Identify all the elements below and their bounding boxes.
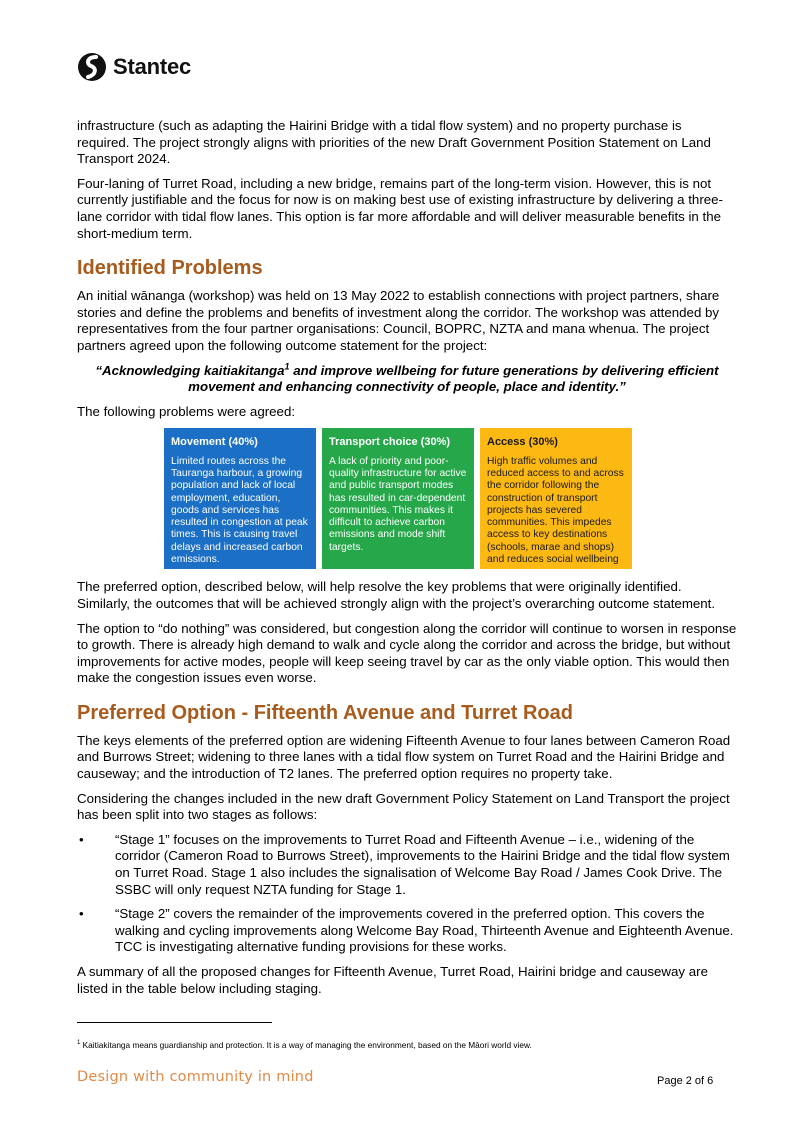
problem-box-text: A lack of priority and poor-quality infrastructure for active and public transport modes has resulted in car-dependent communities. This makes it difficult to achieve carbon emissions and mode shift targets.: [329, 455, 467, 553]
problems-paragraph-3: The preferred option, described below, will help resolve the key problems that were originally identified. Similarly, the outcomes that will be achieved strongly align with the project’s overarching outcome statement.: [77, 579, 716, 611]
preferred-paragraph-2: Considering the changes included in the new draft Government Policy Statement on Land Transport the project has been split into two stages as follows:: [77, 790, 730, 823]
problem-box-title: Transport choice (30%): [329, 436, 451, 449]
intro-paragraph-2: Four-laning of Turret Road, including a new bridge, remains part of the long-term vision. However, this is not currently justifiable and the focus for now is on making best use of existing infrastructure by delivering a three-lane corridor with tidal flow lanes. This option is far more affordable and will deliver measurable benefits in the short-medium term.: [77, 175, 723, 241]
list-item-text: “Stage 2” covers the remainder of the improvements covered in the preferred option. This covers the walking and cycling improvements along Welcome Bay Road, Thirteenth Avenue and Eighteenth Avenue. TCC is investigating alternative funding provisions for these works.: [115, 906, 734, 955]
problem-box-title: Movement (40%): [171, 436, 258, 449]
section-heading-preferred-option: Preferred Option - Fifteenth Avenue and Turret Road: [77, 701, 573, 724]
outcome-statement: [77, 363, 737, 396]
problems-paragraph-2: The following problems were agreed:: [77, 403, 296, 419]
problem-box-title: Access (30%): [487, 436, 558, 449]
problem-boxes: [164, 428, 737, 569]
footnote-ref: 1: [284, 361, 290, 372]
quote-part-2: and improve wellbeing for future generations by delivering efficient movement and enhancing connectivity of people, place and identity.”: [188, 362, 719, 395]
bullet-icon: •: [79, 906, 84, 922]
page-number: Page 2 of 6: [657, 1075, 714, 1087]
list-item: [77, 832, 737, 898]
problem-box-text: Limited routes across the Tauranga harbour, a growing population and lack of local employment, education, goods and services has resulted in congestion at peak times. This is causing travel delays and increased carbon emissions.: [171, 455, 308, 565]
problem-box-movement: [164, 428, 316, 569]
preferred-paragraph-3: A summary of all the proposed changes for Fifteenth Avenue, Turret Road, Hairini bridge and causeway are listed in the table below including staging.: [77, 964, 708, 996]
footnote-number: 1: [77, 1040, 81, 1046]
preferred-paragraph-1: The keys elements of the preferred option are widening Fifteenth Avenue to four lanes between Cameron Road and Burrows Street; widening to three lanes with a tidal flow system on Turret Road and the Hairini Bridge and causeway; and the introduction of T2 lanes. The preferred option requires no property take.: [77, 732, 731, 782]
footer-tagline: Design with community in mind: [77, 1069, 314, 1085]
intro-paragraph-1: infrastructure (such as adapting the Hairini Bridge with a tidal flow system) and no property purchase is required. The project strongly aligns with priorities of the new Draft Government Position Statement on Land Transport 2024.: [77, 118, 711, 167]
list-item-text: “Stage 1” focuses on the improvements to Turret Road and Fifteenth Avenue – i.e., widening of the corridor (Cameron Road to Burrows Street), improvements to the Hairini Bridge and the tidal flow system on Turret Road. Stage 1 also includes the signalisation of Welcome Bay Road / James Cook Drive. The SSBC will only request NZTA funding for Stage 1.: [115, 831, 730, 897]
page-body: [77, 118, 737, 1005]
footnote-text: Kaitiakitanga means guardianship and protection. It is a way of managing the environment, based on the Māori world view.: [80, 1039, 532, 1050]
quote-part-1: “Acknowledging kaitiakitanga: [95, 362, 285, 378]
stantec-logo: [77, 51, 191, 83]
logo-text: Stantec: [113, 54, 192, 79]
stage-list: [77, 832, 737, 956]
section-heading-problems: Identified Problems: [77, 257, 263, 280]
footnote: [77, 1038, 532, 1050]
problems-paragraph-4: The option to “do nothing” was considered, but congestion along the corridor will continue to worsen in response to growth. There is already high demand to walk and cycle along the corridor and across the bridge, but without improvements for active modes, people will keep seeing travel by car as the only viable option. This would then make the congestion issues even worse.: [77, 620, 737, 686]
problems-paragraph-1: An initial wānanga (workshop) was held on 13 May 2022 to establish connections with project partners, share stories and define the problems and benefits of investment along the corridor. The workshop was attended by representatives from the four partner organisations: Council, BOPRC, NZTA and mana whenua. The project partners agreed upon the following outcome statement for the project:: [77, 288, 720, 353]
bullet-icon: •: [79, 831, 84, 847]
list-item: [77, 906, 737, 956]
problem-box-access: [480, 428, 632, 569]
stantec-logo-icon: [77, 51, 107, 83]
problem-box-text: High traffic volumes and reduced access to and across the corridor following the construction of transport projects has severed communities. This impedes access to key destinations (schools, marae and shops) and reduces social wellbeing: [487, 455, 624, 565]
footnote-divider: [77, 1022, 272, 1023]
problem-box-transport-choice: [322, 428, 474, 569]
